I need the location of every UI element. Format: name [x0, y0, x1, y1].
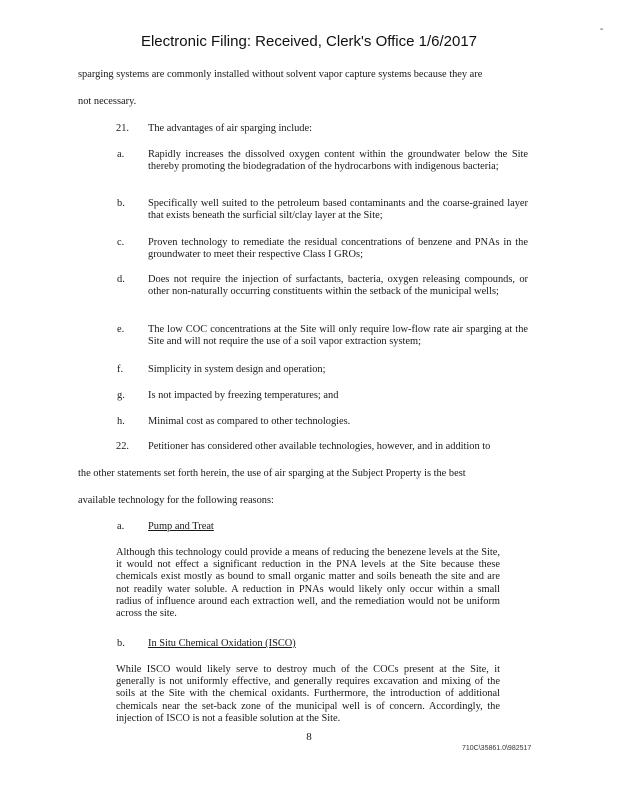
paragraph-number-22: 22. — [116, 441, 129, 452]
advantage-item-h: Minimal cost as compared to other technologies. — [148, 416, 351, 427]
item-label-f: f. — [117, 364, 124, 375]
item-label-g: g. — [117, 390, 125, 401]
item-label-c: c. — [117, 237, 125, 248]
advantage-item-g: Is not impacted by freezing temperatures; and — [148, 390, 339, 401]
alternative-label-a: a. — [117, 521, 125, 532]
advantage-item-e: The low COC concentrations at the Site will only require low-flow rate air sparging at the Site and will not require the use of a soil vapor extraction system; — [148, 324, 528, 348]
alternative-text-pump-and-treat: Although this technology could provide a means of reducing the benezene levels at the Site, it would not effect a significant reduction in the PNA levels at the Site because these chemicals exist mostly as bound to small organic matter and soils beneath the site and are not readily water soluble. A reduction in PNAs would likely only occur within a small radius of influence around each extraction well, and the remediation would not be uniform across the site. — [116, 547, 500, 620]
advantage-item-f: Simplicity in system design and operation; — [148, 364, 326, 375]
item-label-b: b. — [117, 198, 125, 209]
alternative-title-isco: In Situ Chemical Oxidation (ISCO) — [148, 638, 296, 649]
item-label-e: e. — [117, 324, 125, 335]
advantage-item-b: Specifically well suited to the petroleum based contaminants and the coarse-grained layer that exists beneath the surficial silt/clay layer at the Site; — [148, 198, 528, 222]
corner-mark: - — [600, 24, 604, 35]
paragraph-22-line-1: Petitioner has considered other available technologies, however, and in addition to — [148, 441, 491, 452]
item-label-a: a. — [117, 149, 125, 160]
paragraph-21-text: The advantages of air sparging include: — [148, 123, 312, 134]
advantage-item-d: Does not require the injection of surfactants, bacteria, oxygen releasing compounds, or other non-naturally occurring constituents within the setback of the municipal wells; — [148, 274, 528, 298]
filing-header: Electronic Filing: Received, Clerk's Office 1/6/2017 — [140, 33, 478, 50]
intro-line-2: not necessary. — [78, 96, 137, 107]
advantage-item-c: Proven technology to remediate the residual concentrations of benzene and PNAs in the groundwater to meet their respective Class I GROs; — [148, 237, 528, 261]
item-label-d: d. — [117, 274, 125, 285]
page-number: 8 — [306, 731, 312, 743]
advantage-item-a: Rapidly increases the dissolved oxygen content within the groundwater below the Site thereby promoting the biodegradation of the hydrocarbons with indigenous bacteria; — [148, 149, 528, 173]
alternative-text-isco: While ISCO would likely serve to destroy much of the COCs present at the Site, it generally is not uniformly effective, and generally requires excavation and mixing of the soils at the Site with the chemical oxidants. Furthermore, the introduction of additional chemicals near the set-back zone of the municipal well is of concern. Accordingly, the injection of ISCO is not a feasible solution at the Site. — [116, 664, 500, 724]
intro-line-1: sparging systems are commonly installed without solvent vapor capture systems because they are — [78, 69, 483, 80]
item-label-h: h. — [117, 416, 125, 427]
alternative-title-pump-and-treat: Pump and Treat — [148, 521, 214, 532]
paragraph-22-line-2: the other statements set forth herein, the use of air sparging at the Subject Property is the best — [78, 468, 466, 479]
paragraph-number-21: 21. — [116, 123, 129, 134]
document-footer-code: 710C\35861.0\982517 — [462, 745, 532, 752]
paragraph-22-line-3: available technology for the following reasons: — [78, 495, 274, 506]
alternative-label-b: b. — [117, 638, 125, 649]
